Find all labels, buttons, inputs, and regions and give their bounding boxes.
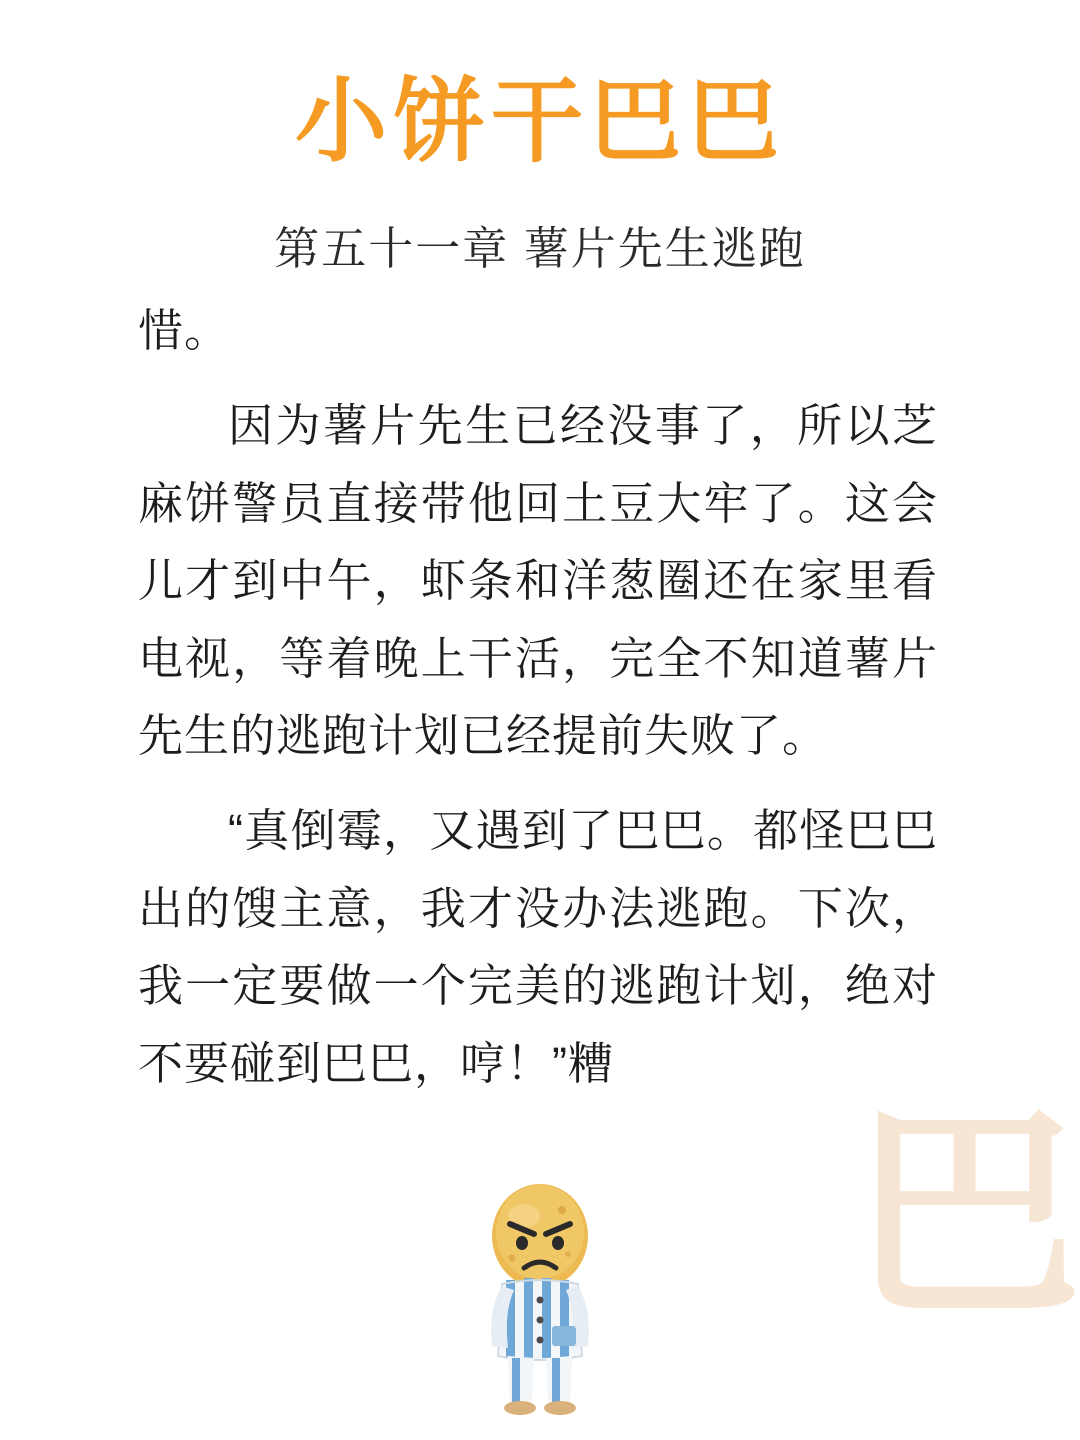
chapter-heading: 第五十一章 薯片先生逃跑 <box>274 223 806 274</box>
page-title: 小饼干巴巴 <box>294 71 785 173</box>
paragraph-2: 因为薯片先生已经没事了，所以芝麻饼警员直接带他回土豆大牢了。这会儿才到中午，虾条和洋葱圈还在家里看电视，等着晚上干活，完全不知道薯片先生的逃跑计划已经提前失败了。 <box>138 400 938 761</box>
watermark-text: 巴 <box>851 1086 1074 1343</box>
paragraph-3: “真倒霉，又遇到了巴巴。都怪巴巴出的馊主意，我才没办法逃跑。下次，我一定要做一个完美的逃跑计划，绝对不要碰到巴巴，哼！”糟 <box>138 805 938 1089</box>
paragraph-1: 惜。 <box>138 305 231 356</box>
cookie-character-illustration <box>440 1180 640 1420</box>
body-text <box>138 292 938 1120</box>
